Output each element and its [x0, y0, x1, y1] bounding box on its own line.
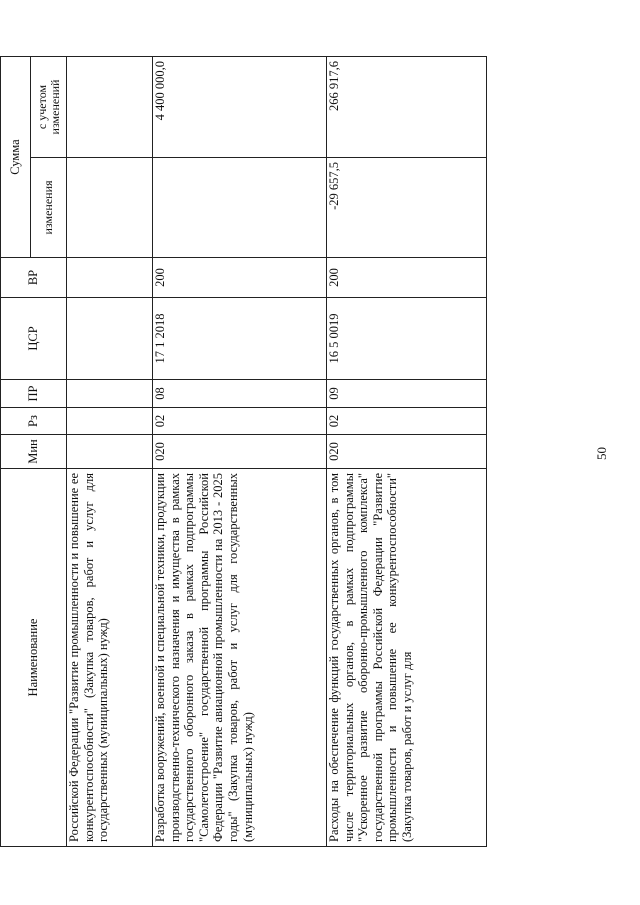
- header-sum: Сумма: [1, 57, 31, 258]
- row-min: 020: [327, 435, 487, 469]
- row-change: [153, 158, 327, 258]
- header-with-changes: с учетом изменений: [31, 57, 67, 158]
- row-pr: 09: [327, 380, 487, 408]
- row-pr: 08: [153, 380, 327, 408]
- row-change: -29 657,5: [327, 158, 487, 258]
- header-name: Наименование: [1, 469, 67, 847]
- row-vr: [67, 258, 153, 298]
- header-rz: Рз: [1, 408, 67, 435]
- row-change: [67, 158, 153, 258]
- header-pr: ПР: [1, 380, 67, 408]
- row-csr: 16 5 0019: [327, 298, 487, 380]
- row-min: [67, 435, 153, 469]
- row-min: 020: [153, 435, 327, 469]
- table-row: [67, 57, 153, 847]
- row-name: Расходы на обеспечение функций государственных органов, в том числе территориальных органов, в рамках подпрограммы "Ускоренное развитие оборонно-промышленного комплекса" государственной программы Российской Федерации "Развитие промышленности и повышение ее конкурентоспособности" (Закупка товаров, работ и услуг для: [327, 469, 487, 847]
- row-name: Российской Федерации "Развитие промышленности и повышение ее конкурентоспособности" (Закупка товаров, работ и услуг для государственных (муниципальных) нужд): [67, 469, 153, 847]
- header-change: изменения: [31, 158, 67, 258]
- row-vr: 200: [153, 258, 327, 298]
- table-row: [153, 57, 327, 847]
- budget-table: [0, 56, 487, 847]
- row-rz: 02: [153, 408, 327, 435]
- table-row: [327, 57, 487, 847]
- row-csr: [67, 298, 153, 380]
- header-vr: ВР: [1, 258, 67, 298]
- row-pr: [67, 380, 153, 408]
- row-vr: 200: [327, 258, 487, 298]
- row-rz: 02: [327, 408, 487, 435]
- row-name: Разработка вооружений, военной и специальной техники, продукции производственно-технического назначения и имущества в рамках государственного оборонного заказа в рамках подпрограммы "Самолетостроение" государственной программы Российской Федерации "Развитие авиационной промышленности на 2013 - 2025 годы" (Закупка товаров, работ и услуг для государственных (муниципальных) нужд): [153, 469, 327, 847]
- row-csr: 17 1 2018: [153, 298, 327, 380]
- page-number: 50: [594, 447, 609, 460]
- row-rz: [67, 408, 153, 435]
- row-with-changes: [67, 57, 153, 158]
- header-csr: ЦСР: [1, 298, 67, 380]
- row-with-changes: 266 917,6: [327, 57, 487, 158]
- header-min: Мин: [1, 435, 67, 469]
- row-with-changes: 4 400 000,0: [153, 57, 327, 158]
